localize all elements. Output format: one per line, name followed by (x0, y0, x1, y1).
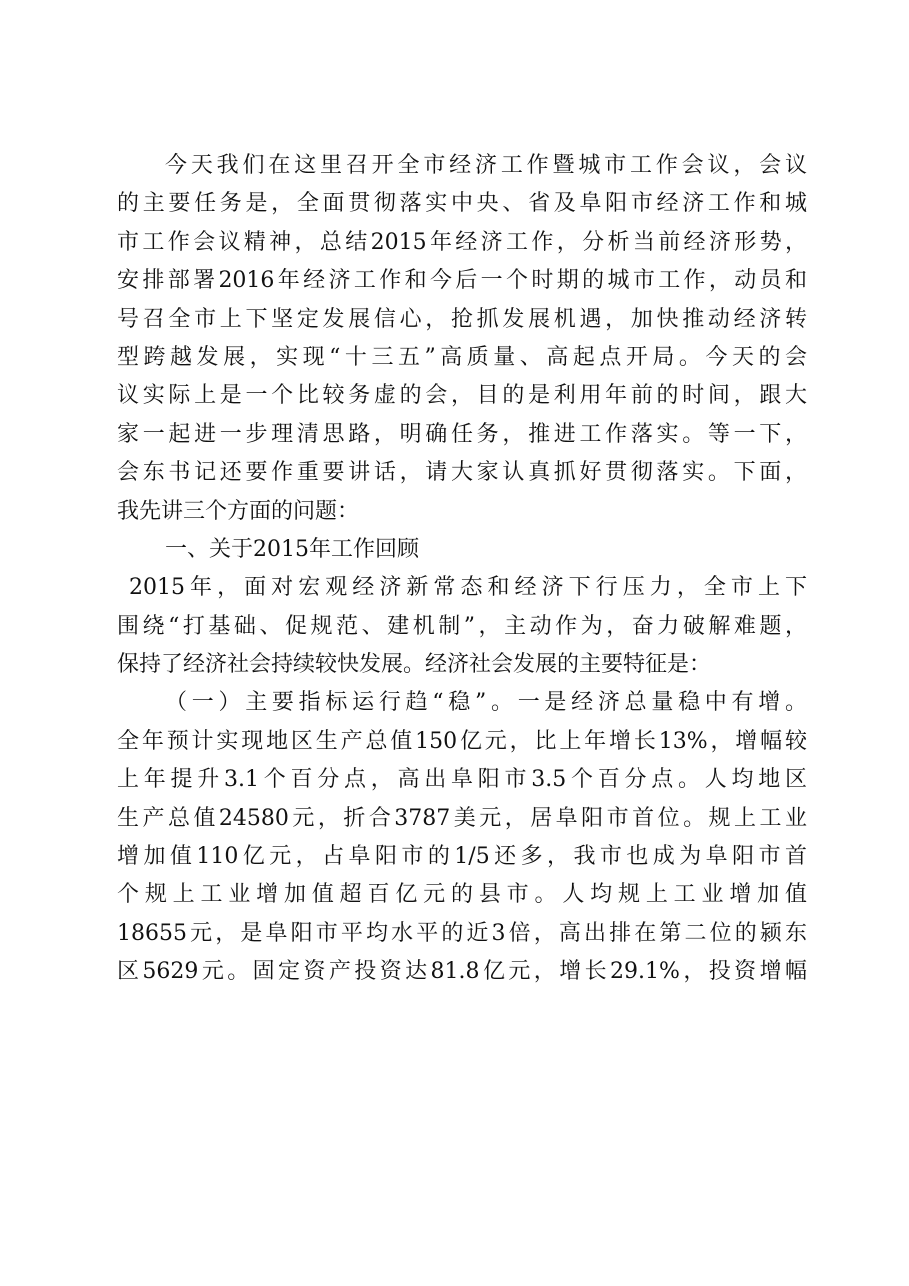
paragraph-line: 我先讲三个方面的问题： (117, 498, 360, 524)
paragraph-line: 会东书记还要作重要讲话，请大家认真抓好贯彻落实。下面， (117, 460, 807, 486)
paragraph-line: 2015年，面对宏观经济新常态和经济下行压力，全市上下 (129, 575, 807, 601)
paragraph-line: 的主要任务是，全面贯彻落实中央、省及阜阳市经济工作和城 (117, 191, 807, 217)
section-heading: 一、关于2015年工作回顾 (165, 536, 419, 562)
paragraph-line: 围绕“打基础、促规范、建机制”，主动作为，奋力破解难题， (117, 613, 807, 639)
paragraph-line: 个规上工业增加值超百亿元的县市。人均规上工业增加值 (117, 882, 807, 908)
paragraph-line: 家一起进一步理清思路，明确任务，推进工作落实。等一下， (117, 421, 807, 447)
paragraph-line: 议实际上是一个比较务虚的会，目的是利用年前的时间，跟大 (117, 383, 807, 409)
paragraph-line: （一）主要指标运行趋“稳”。一是经济总量稳中有增。 (165, 690, 807, 716)
paragraph-line: 18655元，是阜阳市平均水平的近3倍，高出排在第二位的颍东 (117, 920, 807, 946)
paragraph-line: 区5629元。固定资产投资达81.8亿元，增长29.1%，投资增幅 (117, 959, 807, 985)
paragraph-line: 生产总值24580元，折合3787美元，居阜阳市首位。规上工业 (117, 805, 807, 831)
paragraph-line: 今天我们在这里召开全市经济工作暨城市工作会议，会议 (165, 153, 807, 178)
document-body (117, 147, 807, 992)
paragraph-line: 号召全市上下坚定发展信心，抢抓发展机遇，加快推动经济转 (117, 306, 807, 332)
paragraph-line: 上年提升3.1个百分点，高出阜阳市3.5个百分点。人均地区 (117, 767, 807, 793)
paragraph-line: 型跨越发展，实现“十三五”高质量、高起点开局。今天的会 (117, 344, 807, 370)
paragraph-line: 全年预计实现地区生产总值150亿元，比上年增长13%，增幅较 (117, 728, 807, 754)
paragraph-line: 安排部署2016年经济工作和今后一个时期的城市工作，动员和 (117, 268, 807, 294)
paragraph-line: 市工作会议精神，总结2015年经济工作，分析当前经济形势， (117, 229, 807, 255)
paragraph-line: 增加值110亿元，占阜阳市的1/5还多，我市也成为阜阳市首 (117, 844, 807, 870)
paragraph-line: 保持了经济社会持续较快发展。经济社会发展的主要特征是： (117, 652, 712, 678)
